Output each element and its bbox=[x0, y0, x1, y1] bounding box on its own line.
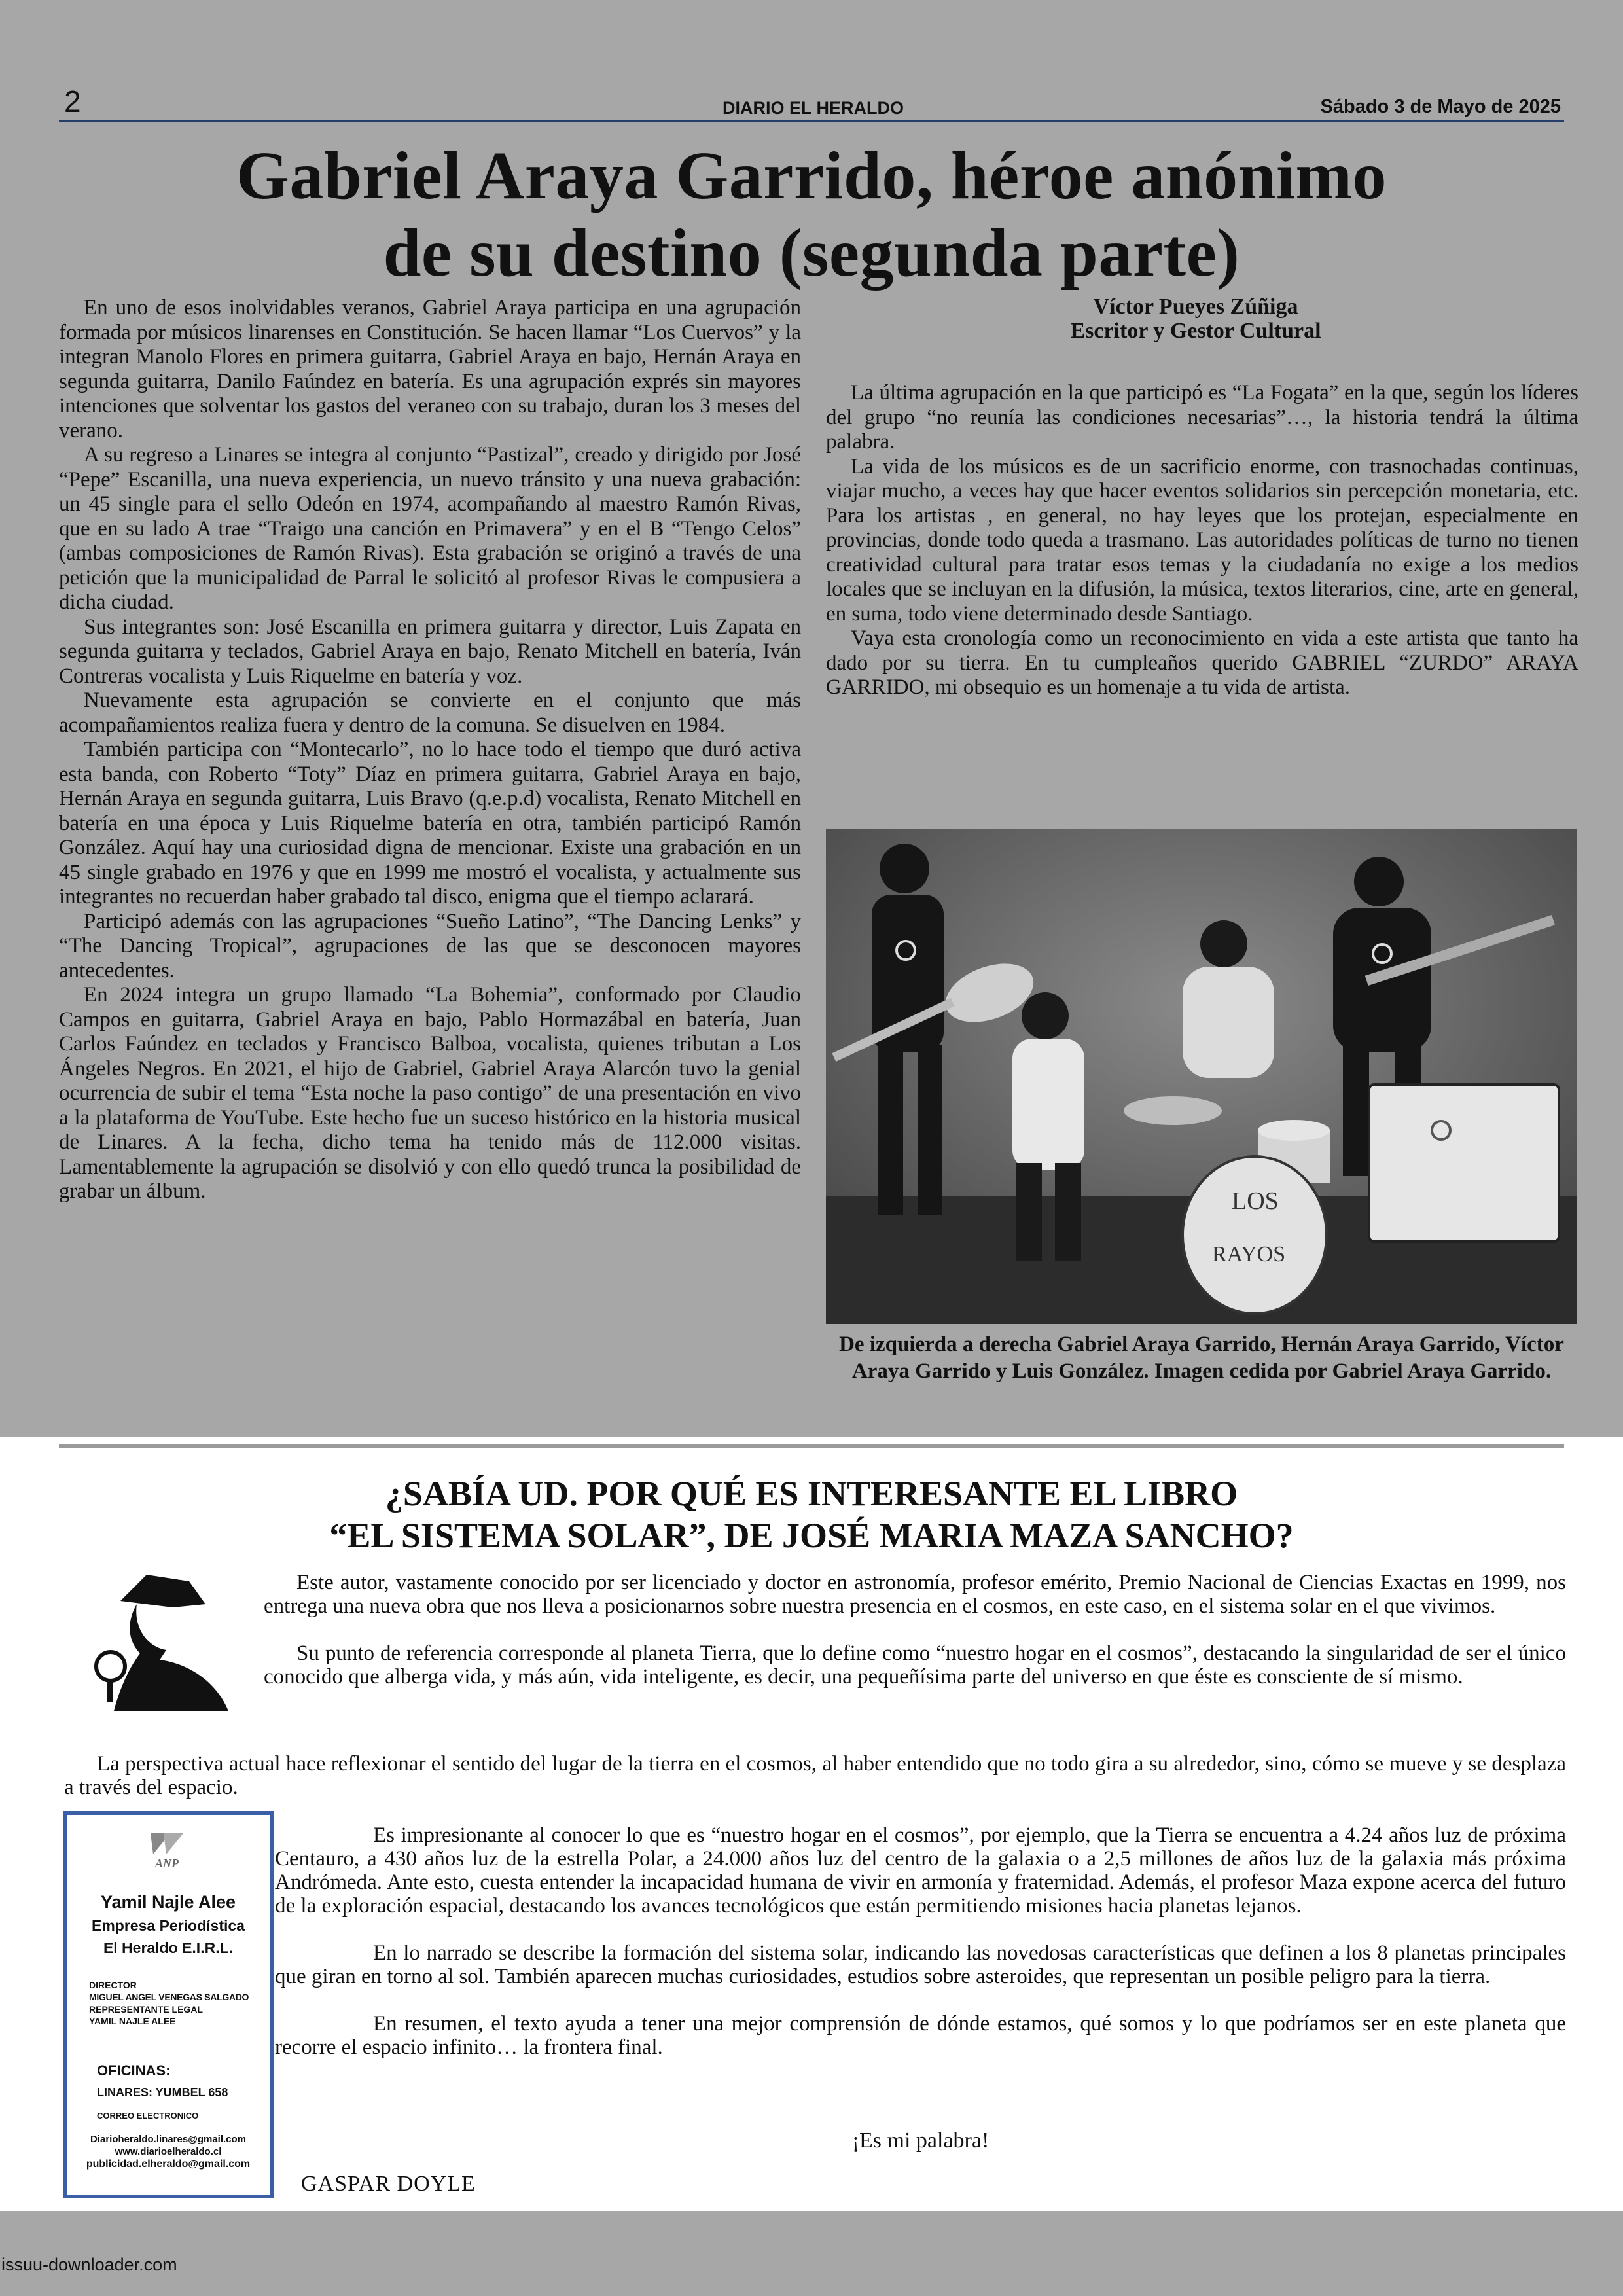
issue-date: Sábado 3 de Mayo de 2025 bbox=[1320, 96, 1561, 117]
opinion-closing: ¡Es mi palabra! bbox=[851, 2128, 990, 2153]
email-label: CORREO ELECTRONICO bbox=[97, 2111, 199, 2121]
article-paragraph: Nuevamente esta agrupación se convierte en el conjunto que más acompañamientos realiza fuera y dentro de la comuna. Se disuelven en 1984. bbox=[59, 689, 801, 737]
article-paragraph: Vaya esta cronología como un reconocimiento en vida a este artista que tanto ha dado por su tierra. En tu cumpleaños querido GABRIEL “ZURDO” ARAYA GARRIDO, mi obsequio es un homenaje a tu vida de artista. bbox=[826, 626, 1578, 699]
article-paragraph: La vida de los músicos es de un sacrificio enorme, con trasnochadas continuas, viajar mucho, a veces hay que hacer eventos solidarios sin percepción monetaria, etc. Para los artistas , en general, no hay leyes que los protejan, especialmente en provincias, donde todo queda a trasmano. Las autoridades políticas de turno no tienen creatividad cultural para tratar esos temas y la ciudadanía no exige a los medios locales que se incluyan en la difusión, la música, textos literarios, cine, arte en general, en suma, todo viene determinado desde Santiago. bbox=[826, 454, 1578, 626]
drum-text-top: LOS bbox=[1232, 1187, 1279, 1215]
drum-text-bottom: RAYOS bbox=[1212, 1242, 1286, 1266]
publication-name: DIARIO EL HERALDO bbox=[722, 98, 904, 118]
headline-line-2: de su destino (segunda parte) bbox=[383, 215, 1240, 291]
amplifier bbox=[1369, 1085, 1559, 1242]
article-left-column bbox=[59, 296, 801, 1204]
anp-logo-label: ANP bbox=[155, 1857, 179, 1870]
opinion-paragraph: Es impresionante al conocer lo que es “nuestro hogar en el cosmos”, por ejemplo, que la Tierra se encuentra a 4.24 años luz de próxima Centauro, a 430 años luz de la estrella Polar, a 24.000 años luz del centro de la galaxia o a 2,5 millones de años luz de la galaxia más próxima Andrómeda. Ante esto, cuesta entender la incapacidad humana de vivir en armonía y fraternidad. Además, el profesor Maza expone acerca del futuro de la exploración espacial, destacando los avances tecnológicos que están permitiendo misiones hacia planetas lejanos. bbox=[275, 1823, 1566, 1918]
owner-name: Yamil Najle Alee bbox=[100, 1892, 236, 1912]
article-paragraph: Sus integrantes son: José Escanilla en primera guitarra y director, Luis Zapata en segunda guitarra y teclados, Gabriel Araya en bajo, Renato Mitchell en batería, Iván Contreras vocalista y Luis Riquelme en batería y voz. bbox=[59, 615, 801, 688]
article-paragraph: En 2024 integra un grupo llamado “La Bohemia”, conformado por Claudio Campos en guitarra, Gabriel Araya en bajo, Pablo Hormazábal en batería, Juan Carlos Faúndez en teclados y Francisco Balboa, vocalista, quienes tributan a Los Ángeles Negros. En 2021, el hijo de Gabriel, Gabriel Araya Alarcón tuvo la genial ocurrencia de subir el tema “Esta noche la paso contigo” de una presentación en vivo a la plataforma de YouTube. Este hecho fue un suceso histórico en la historia musical de Linares. A la fecha, dicho tema ha tenido más de 112.000 visitas. Lamentablemente la agrupación se disolvió y con ello quedó trunca la posibilidad de grabar un álbum. bbox=[59, 983, 801, 1203]
photo-caption: De izquierda a derecha Gabriel Araya Garrido, Hernán Araya Garrido, Víctor Araya Garrido y Luis González. Imagen cedida por Gabriel Araya Garrido. bbox=[839, 1333, 1564, 1383]
band-photo bbox=[826, 829, 1577, 1324]
opinion-title-line-2: “EL SISTEMA SOLAR”, DE JOSÉ MARIA MAZA SANCHO? bbox=[329, 1516, 1294, 1555]
article-paragraph: Participó además con las agrupaciones “Sueño Latino”, “The Dancing Lenks” y “The Dancing Tropical”, agrupaciones de las que se desconocen mayores antecedentes. bbox=[59, 909, 801, 982]
header-rule bbox=[59, 120, 1564, 122]
article-paragraph: La última agrupación en la que participó es “La Fogata” en la que, según los líderes del grupo “no reunía las condiciones necesarias”…, la historia tendrá la última palabra. bbox=[826, 381, 1578, 454]
email-address: publicidad.elheraldo@gmail.com bbox=[86, 2159, 251, 2170]
legal-rep-label: REPRESENTANTE LEGAL bbox=[89, 2004, 203, 2015]
legal-rep-name: YAMIL NAJLE ALEE bbox=[89, 2016, 176, 2026]
opinion-paragraph: En resumen, el texto ayuda a tener una mejor comprensión de dónde estamos, qué somos y lo que podríamos ser en este planeta que recorre el espacio infinito… la frontera final. bbox=[275, 2012, 1566, 2059]
opinion-intro bbox=[264, 1571, 1566, 1712]
page-number: 2 bbox=[64, 84, 81, 118]
watermark-text: issuu-downloader.com bbox=[1, 2255, 177, 2274]
opinion-paragraph: En lo narrado se describe la formación del sistema solar, indicando las novedosas características que definen a los 8 planetas principales que giran en torno al sol. También aparecen muchas curiosidades, estudios sobre asteroides, que representan un posible peligro para la tierra. bbox=[275, 1941, 1566, 1988]
opinion-author: GASPAR DOYLE bbox=[301, 2172, 476, 2196]
opinion-title-line-1: ¿SABÍA UD. POR QUÉ ES INTERESANTE EL LIBRO bbox=[385, 1474, 1238, 1513]
section-divider bbox=[59, 1444, 1564, 1448]
author-role: Escritor y Gestor Cultural bbox=[1070, 319, 1321, 343]
offices-label: OFICINAS: bbox=[97, 2062, 171, 2079]
opinion-paragraph: La perspectiva actual hace reflexionar el sentido del lugar de la tierra en el cosmos, al haber entendido que no todo gira a su alrededor, sino, cómo se mueve y se desplaza a través del espacio. bbox=[64, 1752, 1566, 1799]
opinion-middle bbox=[64, 1752, 1566, 1823]
article-headline bbox=[59, 137, 1564, 292]
website: www.diarioelheraldo.cl bbox=[115, 2146, 222, 2157]
article-paragraph: A su regreso a Linares se integra al conjunto “Pastizal”, creado y dirigido por José “Pepe” Escanilla, una nueva experiencia, un nuevo tránsito y una nueva grabación: un 45 single para el sello Odeón en 1974, acompañando al maestro Ramón Rivas, que en su lado A trae “Traigo una canción en Primavera” y en el B “Tengo Celos” (ambas composiciones de Ramón Rivas). Esta grabación se originó a través de una petición que la municipalidad de Parral le solicitó al profesor Rivas le compusiera a dicha ciudad. bbox=[59, 443, 801, 614]
company-line-1: Empresa Periodística bbox=[92, 1917, 245, 1934]
author-name: Víctor Pueyes Zúñiga bbox=[1093, 295, 1298, 319]
article-byline bbox=[826, 295, 1565, 343]
masthead-box bbox=[63, 1811, 274, 2198]
article-right-column bbox=[826, 381, 1578, 700]
anp-logo-icon bbox=[144, 1828, 190, 1870]
offices-address: LINARES: YUMBEL 658 bbox=[97, 2086, 228, 2099]
opinion-body bbox=[275, 1823, 1566, 2083]
director-label: DIRECTOR bbox=[89, 1980, 137, 1990]
opinion-paragraph: Este autor, vastamente conocido por ser licenciado y doctor en astronomía, profesor emérito, Premio Nacional de Ciencias Exactas en 1999, nos entrega una nueva obra que nos lleva a posicionarnos sobre nuestra presencia en el cosmos, en este caso, en el sistema solar en el que vivimos. bbox=[264, 1571, 1566, 1618]
detective-silhouette-icon bbox=[75, 1568, 238, 1711]
email-address: Diarioheraldo.linares@gmail.com bbox=[90, 2134, 247, 2145]
opinion-title bbox=[59, 1473, 1564, 1556]
article-paragraph: En uno de esos inolvidables veranos, Gabriel Araya participa en una agrupación formada por músicos linarenses en Constitución. Se hacen llamar “Los Cuervos” y la integran Manolo Flores en primera guitarra, Gabriel Araya en bajo, Hernán Araya en segunda guitarra, Danilo Faúndez en batería. Es una agrupación exprés sin mayores intenciones que solventar los gastos del veraneo con su trabajo, duran los 3 meses del verano. bbox=[59, 296, 801, 442]
headline-line-1: Gabriel Araya Garrido, héroe anónimo bbox=[236, 138, 1387, 213]
opinion-paragraph: Su punto de referencia corresponde al planeta Tierra, que lo define como “nuestro hogar en el cosmos”, destacando la singularidad de ser el único conocido que alberga vida, y más aún, vida inteligente, es decir, una pequeñísima parte del universo en que éste es consciente de sí mismo. bbox=[264, 1641, 1566, 1689]
company-line-2: El Heraldo E.I.R.L. bbox=[103, 1939, 234, 1956]
article-paragraph: También participa con “Montecarlo”, no lo hace todo el tiempo que duró activa esta banda, con Roberto “Toty” Díaz en primera guitarra, Gabriel Araya en bajo, Hernán Araya en segunda guitarra, Luis Bravo (q.e.p.d) vocalista, Renato Mitchell en batería en una época y Luis Riquelme batería en otra, también participó Ramón González. Aquí hay una curiosidad digna de mencionar. Existe una grabación en un 45 single grabado en 1976 y que en 1999 me mostró el vocalista, y actualmente sus integrantes no recuerdan haber grabado tal disco, enigma que el tiempo aclarará. bbox=[59, 738, 801, 908]
director-name: MIGUEL ANGEL VENEGAS SALGADO bbox=[89, 1992, 249, 2002]
